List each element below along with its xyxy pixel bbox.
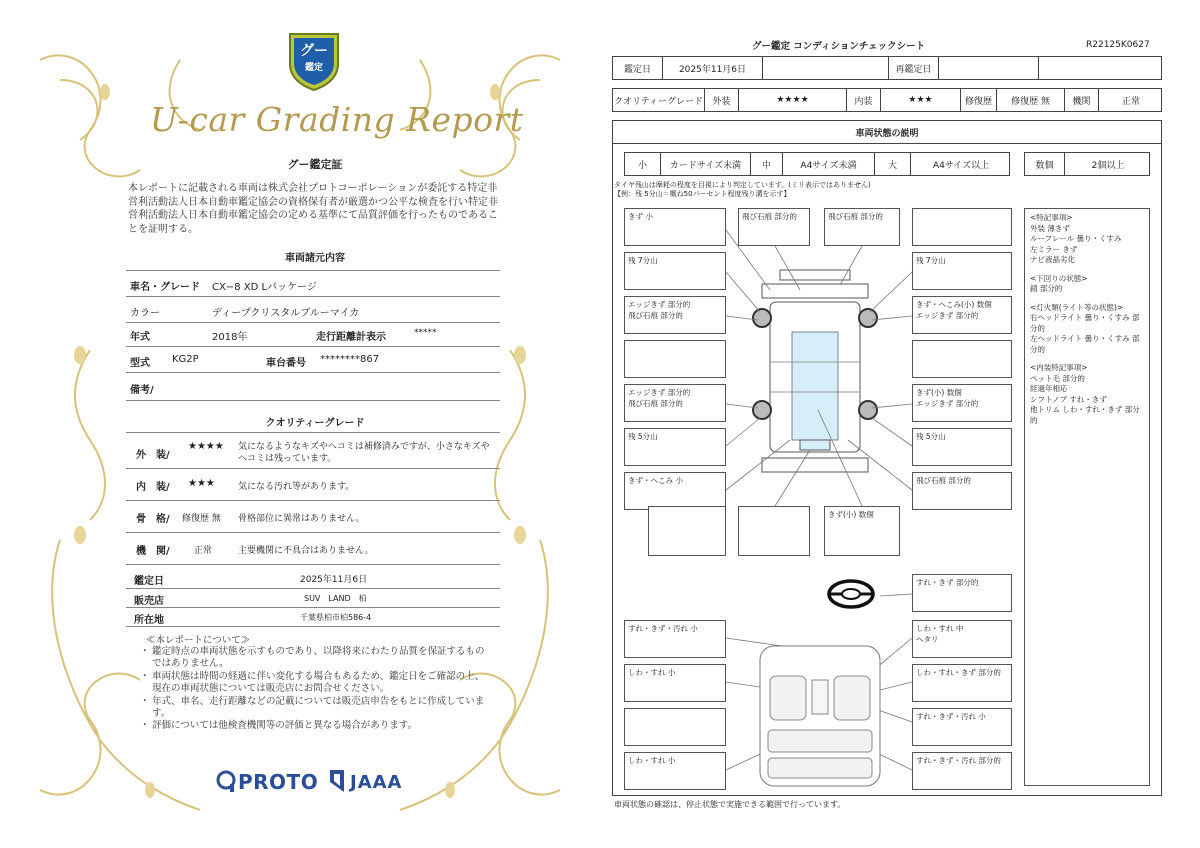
notes-list (140, 646, 492, 733)
frame-label: 骨 格/ (136, 514, 170, 525)
name-label: 車名・グレード (130, 282, 200, 293)
divider (126, 588, 500, 589)
size-s: 小 (625, 153, 661, 175)
mileage-value: ***** (414, 328, 437, 338)
jaaa-logo-icon (326, 768, 348, 794)
divider (126, 372, 500, 373)
proto-logo-icon (216, 770, 236, 792)
exterior-label: 外 装/ (136, 450, 170, 461)
note-line: <灯火類(ライト等の状態)> (1030, 302, 1124, 312)
damage-box: 残 7分山 (624, 252, 726, 290)
goo-grade-badge (286, 28, 342, 92)
certificate-text: 本レポートに記載される車両は株式会社プロトコーポレーションが委託する特定非営利活動法人日本自動車鑑定協会の資格保有者が厳選かつ公平な検査を行い特定非営利活動法人日本自動車鑑定協会の定める基準にて品質評価を行ったものであることを証明する。 (128, 183, 498, 235)
divider (126, 346, 500, 347)
color-label: カラー (130, 308, 160, 319)
divider (126, 270, 500, 271)
divider (126, 626, 500, 627)
note-spacer (1030, 266, 1144, 274)
sheet-id: R22125K0627 (1086, 40, 1150, 50)
note-line: シフトノブ すれ・きず (1030, 394, 1107, 404)
divider (126, 432, 500, 433)
damage-box: 飛び石痕 部分的 (912, 472, 1012, 510)
redate-label: 再鑑定日 (889, 57, 939, 79)
notes-title: ≪本レポートについて≫ (146, 635, 251, 646)
quality-section-title: クオリティーグレード (265, 418, 365, 429)
date-label: 鑑定日 (613, 57, 663, 79)
size-m: 中 (751, 153, 783, 175)
date-label: 鑑定日 (134, 576, 164, 587)
note-line: 左ミラー きず (1030, 244, 1078, 254)
divider (126, 400, 500, 401)
damage-box: すれ・きず 部分的 (912, 574, 1012, 612)
car-interior-diagram (750, 640, 890, 790)
size-l: 大 (875, 153, 911, 175)
damage-box: 残 5分山 (624, 428, 726, 466)
note-item: ・ 鑑定時点の車両状態を示すものであり、以降将来にわたり品質を保証するものではありません。 (140, 646, 492, 671)
note-line: ナビ液晶劣化 (1030, 255, 1075, 264)
tire-note: タイヤ残山は摩耗の程度を目視により判定しています。(ミリ表示ではありません) (614, 181, 871, 189)
shop-value: SUV LAND 柏 (304, 594, 367, 603)
damage-box: きず・へこみ 小 (624, 472, 726, 510)
condition-check-sheet (600, 0, 1200, 848)
repair-label: 修復歴 (961, 89, 997, 111)
engine-value: 正常 (194, 546, 213, 556)
size-m-desc: A4サイズ未満 (783, 153, 875, 175)
divider (126, 500, 500, 501)
damage-box: エッジきず 部分的 飛び石痕 部分的 (624, 384, 726, 422)
note-line: <内装特記事項> (1030, 363, 1088, 372)
tire-example: 【例：残 5分山＝概ね50パーセント程度残り溝を示す】 (614, 190, 791, 198)
section-title: 車両状態の説明 (855, 129, 919, 139)
color-value: ディープクリスタルブルーマイカ (212, 308, 360, 319)
note-line: 外装 薄きず (1030, 223, 1070, 233)
name-value: CX−8 XD Lパッケージ (212, 282, 317, 293)
damage-box (624, 708, 726, 746)
damage-box: きず・へこみ(小) 数個 エッジきず 部分的 (912, 296, 1012, 334)
proto-logo-text: PROTO (238, 770, 319, 794)
divider (126, 468, 500, 469)
damage-box: 飛び石痕 部分的 (738, 208, 810, 246)
damage-box: しわ・すれ 小 (624, 664, 726, 702)
note-item: ・ 車両状態は時間の経過に伴い変化する場合もあるため、鑑定日をご確認の上、現在の車両状態については販売店にお問合せください。 (140, 671, 492, 696)
date-value: 2025年11月6日 (300, 575, 368, 585)
steering-wheel-icon (826, 578, 876, 610)
interior-text: 気になる汚れ等があります。 (238, 482, 355, 492)
size-l-desc: A4サイズ以上 (932, 160, 990, 171)
ext-stars: ★★★★ (739, 89, 847, 111)
note-item: ・ 評価については他検査機関等の評価と異なる場合があります。 (140, 720, 492, 732)
exterior-text: 気になるようなキズやヘコミは補修済みですが、小さなキズやヘコミは残っています。 (238, 442, 490, 464)
divider (126, 607, 500, 608)
certificate-title: グー鑑定証 (287, 158, 343, 171)
engine-text: 主要機関に不具合はありません。 (238, 546, 374, 556)
note-line: ルーフレール 曇り・くすみ (1030, 234, 1122, 243)
damage-box: 残 5分山 (912, 428, 1012, 466)
note-line: <特記事項> (1030, 213, 1073, 222)
divider (126, 322, 500, 323)
note-spacer (1030, 355, 1144, 363)
address-value: 千葉県柏市柏586-4 (300, 613, 372, 622)
damage-box: すれ・きず・汚れ 小 (912, 708, 1012, 746)
remarks-label: 備考/ (130, 385, 154, 396)
engine-label: 機 関/ (136, 546, 170, 557)
frame-text: 骨格部位に異常はありません。 (238, 514, 365, 524)
int-label: 内装 (847, 89, 881, 111)
int-stars: ★★★ (881, 89, 961, 111)
note-line: 左ヘッドライト 曇り・くすみ 部分的 (1030, 334, 1140, 354)
damage-box: 残 7分山 (912, 252, 1012, 290)
grade-label: クオリティーグレード (613, 89, 705, 111)
interior-stars: ★★★ (188, 478, 215, 489)
note-line: ペット毛 部分的 (1030, 373, 1085, 383)
note-line: 錆 部分的 (1030, 284, 1063, 293)
badge-logo: グー (300, 43, 328, 59)
special-notes-box (1024, 208, 1150, 786)
frame-value: 修復歴 無 (182, 514, 221, 524)
divider (126, 532, 500, 533)
note-line: 他トリム しわ・すれ・きず 部分的 (1030, 405, 1140, 425)
engine-label: 機関 (1065, 89, 1099, 111)
damage-box: しわ・すれ・きず 部分的 (912, 664, 1012, 702)
chassis-value: ********867 (320, 354, 380, 365)
model-label: 型式 (130, 358, 150, 369)
count-desc: 2個以上 (1091, 160, 1125, 171)
sheet-title: グー鑑定 コンディションチェックシート (752, 41, 926, 52)
exterior-stars: ★★★★ (188, 441, 224, 452)
footer-note: 車両状態の確認は、停止状態で実施できる範囲で行っています。 (614, 800, 846, 809)
mileage-label: 走行距離計表示 (316, 332, 386, 343)
address-label: 所在地 (134, 615, 164, 626)
damage-box: きず(小) 数個 エッジきず 部分的 (912, 384, 1012, 422)
ext-label: 外装 (705, 89, 739, 111)
damage-box: すれ・きず・汚れ 部分的 (912, 752, 1012, 790)
damage-box: きず(小) 数個 (824, 506, 900, 556)
chassis-label: 車台番号 (266, 358, 306, 369)
year-label: 年式 (130, 332, 150, 343)
damage-box: きず 小 (624, 208, 726, 246)
shop-label: 販売店 (134, 596, 164, 607)
note-line: 経過年相応 (1030, 384, 1068, 393)
engine-value: 正常 (1121, 96, 1140, 107)
interior-label: 内 装/ (136, 482, 170, 493)
date-value: 2025年11月6日 (663, 57, 763, 79)
damage-box: 飛び石痕 部分的 (824, 208, 900, 246)
damage-box: しわ・すれ 小 (624, 752, 726, 790)
divider (126, 564, 500, 565)
badge-sub: 鑑定 (304, 63, 323, 73)
count-label: 数個 (1025, 153, 1065, 175)
jaaa-logo-text: JAAA (350, 772, 403, 793)
year-value: 2018年 (212, 332, 248, 343)
spec-section-title: 車両諸元内容 (285, 253, 345, 264)
note-line: 右ヘッドライト 曇り・くすみ 部分的 (1030, 313, 1140, 333)
note-spacer (1030, 295, 1144, 303)
damage-box: しわ・すれ 中 へタリ (912, 620, 1012, 658)
damage-box: すれ・きず・汚れ 小 (624, 620, 726, 658)
model-value: KG2P (172, 354, 199, 365)
note-item: ・ 年式、車名、走行距離などの記載については販売店申告をもとに作成しています。 (140, 696, 492, 721)
report-script-title: U-car Grading Report (150, 100, 524, 139)
divider (126, 296, 500, 297)
size-s-desc: カードサイズ未満 (661, 153, 751, 175)
damage-box: エッジきず 部分的 飛び石痕 部分的 (624, 296, 726, 334)
repair-value: 修復歴 無 (997, 89, 1065, 111)
note-line: <下回りの状態> (1030, 273, 1088, 283)
